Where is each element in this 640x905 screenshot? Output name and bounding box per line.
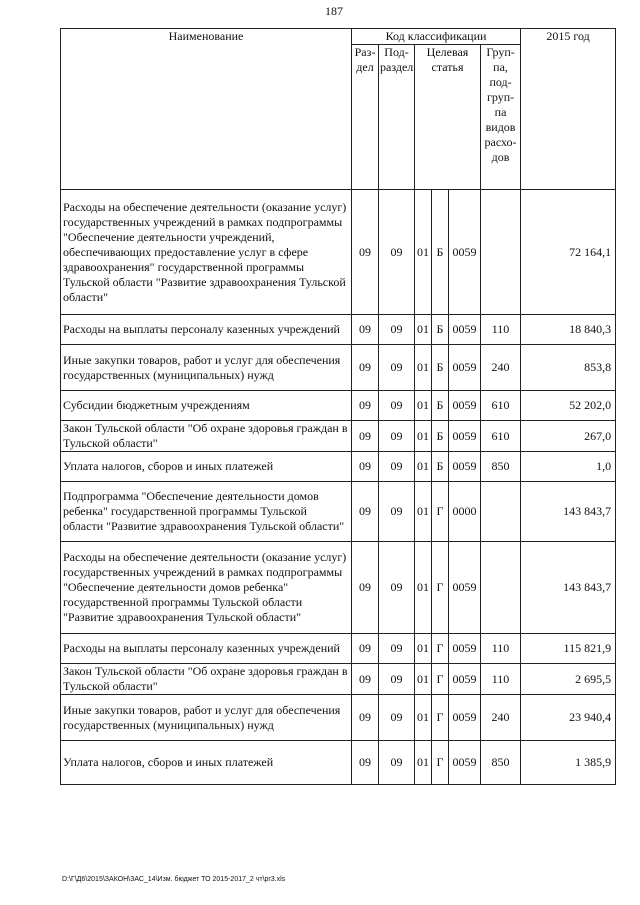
row-target-program: 01 [415, 452, 432, 482]
row-amount: 1,0 [521, 452, 616, 482]
row-razdel: 09 [352, 421, 379, 452]
header-year: 2015 год [521, 29, 616, 190]
row-name: Иные закупки товаров, работ и услуг для обеспечения государственных (муниципальных) нужд [61, 345, 352, 391]
row-razdel: 09 [352, 452, 379, 482]
row-expense-group: 240 [481, 695, 521, 741]
row-name: Расходы на выплаты персоналу казенных учреждений [61, 315, 352, 345]
table-row [61, 542, 616, 634]
row-name: Закон Тульской области "Об охране здоровья граждан в Тульской области" [61, 664, 352, 695]
row-amount: 52 202,0 [521, 391, 616, 421]
row-target-direction: 0059 [449, 190, 481, 315]
row-target-subprogram: Г [432, 634, 449, 664]
table-row [61, 664, 616, 695]
row-target-program: 01 [415, 421, 432, 452]
row-amount: 143 843,7 [521, 542, 616, 634]
row-podrazdel: 09 [379, 345, 415, 391]
file-path-footer: D:\Г\Д6\2015\ЗАКОН\ЗАС_14\Изм. бюджет ТО 2015-2017_2 чт\pr3.xls [62, 876, 286, 883]
row-podrazdel: 09 [379, 391, 415, 421]
header-code-group: Код классификации [352, 29, 521, 45]
row-amount: 72 164,1 [521, 190, 616, 315]
row-name: Расходы на выплаты персоналу казенных учреждений [61, 634, 352, 664]
row-podrazdel: 09 [379, 634, 415, 664]
header-name: Наименование [61, 29, 352, 190]
table-body [61, 190, 616, 785]
row-expense-group: 110 [481, 664, 521, 695]
row-target-program: 01 [415, 741, 432, 785]
row-target-direction: 0059 [449, 315, 481, 345]
header-group: Груп-па, под-груп-па видов расхо-дов [481, 45, 521, 190]
row-name: Расходы на обеспечение деятельности (оказание услуг) государственных учреждений в рамках подпрограммы "Обеспечение деятельности учреждений, обеспечивающих предоставление услуг в сфере здравоохранения" государственной программы Тульской области "Развитие здравоохранения Тульской области" [61, 190, 352, 315]
row-target-direction: 0059 [449, 695, 481, 741]
row-target-program: 01 [415, 634, 432, 664]
row-target-subprogram: Г [432, 695, 449, 741]
row-target-program: 01 [415, 695, 432, 741]
row-expense-group [481, 482, 521, 542]
row-target-program: 01 [415, 315, 432, 345]
row-target-direction: 0059 [449, 741, 481, 785]
row-target-program: 01 [415, 482, 432, 542]
row-razdel: 09 [352, 695, 379, 741]
row-target-direction: 0059 [449, 391, 481, 421]
row-amount: 1 385,9 [521, 741, 616, 785]
row-podrazdel: 09 [379, 542, 415, 634]
table-row [61, 741, 616, 785]
row-target-subprogram: Б [432, 421, 449, 452]
row-name: Подпрограмма "Обеспечение деятельности домов ребенка" государственной программы Тульской области "Развитие здравоохранения Тульской области" [61, 482, 352, 542]
row-amount: 2 695,5 [521, 664, 616, 695]
row-razdel: 09 [352, 741, 379, 785]
row-amount: 853,8 [521, 345, 616, 391]
row-razdel: 09 [352, 542, 379, 634]
row-name: Расходы на обеспечение деятельности (оказание услуг) государственных учреждений в рамках подпрограммы "Обеспечение деятельности домов ребенка" государственной программы Тульской области "Развитие здравоохранения Тульской области" [61, 542, 352, 634]
page-number: 187 [325, 4, 343, 18]
row-podrazdel: 09 [379, 421, 415, 452]
row-expense-group: 240 [481, 345, 521, 391]
table-row [61, 315, 616, 345]
row-amount: 115 821,9 [521, 634, 616, 664]
table-row [61, 695, 616, 741]
row-expense-group [481, 542, 521, 634]
row-razdel: 09 [352, 190, 379, 315]
row-target-subprogram: Б [432, 190, 449, 315]
row-name: Уплата налогов, сборов и иных платежей [61, 452, 352, 482]
row-name: Иные закупки товаров, работ и услуг для обеспечения государственных (муниципальных) нужд [61, 695, 352, 741]
table-row [61, 345, 616, 391]
row-razdel: 09 [352, 482, 379, 542]
row-amount: 18 840,3 [521, 315, 616, 345]
row-expense-group: 110 [481, 634, 521, 664]
row-target-program: 01 [415, 542, 432, 634]
row-target-subprogram: Г [432, 741, 449, 785]
budget-table [60, 28, 616, 785]
row-target-direction: 0059 [449, 452, 481, 482]
row-target-program: 01 [415, 190, 432, 315]
row-podrazdel: 09 [379, 315, 415, 345]
header-target: Целевая статья [415, 45, 481, 190]
table-row [61, 421, 616, 452]
row-target-direction: 0059 [449, 664, 481, 695]
row-expense-group: 610 [481, 391, 521, 421]
row-target-program: 01 [415, 664, 432, 695]
row-target-subprogram: Г [432, 482, 449, 542]
row-name: Субсидии бюджетным учреждениям [61, 391, 352, 421]
row-target-subprogram: Б [432, 391, 449, 421]
row-podrazdel: 09 [379, 452, 415, 482]
header-podrazdel: Под-раздел [379, 45, 415, 190]
row-podrazdel: 09 [379, 664, 415, 695]
row-podrazdel: 09 [379, 190, 415, 315]
table-row [61, 482, 616, 542]
row-expense-group: 110 [481, 315, 521, 345]
row-name: Уплата налогов, сборов и иных платежей [61, 741, 352, 785]
table-row [61, 190, 616, 315]
row-target-direction: 0059 [449, 421, 481, 452]
row-razdel: 09 [352, 315, 379, 345]
row-amount: 267,0 [521, 421, 616, 452]
row-podrazdel: 09 [379, 482, 415, 542]
row-podrazdel: 09 [379, 695, 415, 741]
row-target-subprogram: Б [432, 452, 449, 482]
row-amount: 143 843,7 [521, 482, 616, 542]
row-expense-group: 850 [481, 452, 521, 482]
row-target-program: 01 [415, 391, 432, 421]
row-amount: 23 940,4 [521, 695, 616, 741]
table-header [61, 29, 616, 190]
row-target-subprogram: Б [432, 315, 449, 345]
row-razdel: 09 [352, 664, 379, 695]
table-row [61, 634, 616, 664]
row-target-subprogram: Г [432, 542, 449, 634]
row-target-direction: 0000 [449, 482, 481, 542]
row-name: Закон Тульской области "Об охране здоровья граждан в Тульской области" [61, 421, 352, 452]
row-razdel: 09 [352, 391, 379, 421]
row-target-subprogram: Б [432, 345, 449, 391]
row-target-program: 01 [415, 345, 432, 391]
row-expense-group: 610 [481, 421, 521, 452]
row-target-subprogram: Г [432, 664, 449, 695]
table-row [61, 391, 616, 421]
row-target-direction: 0059 [449, 345, 481, 391]
table-row [61, 452, 616, 482]
row-expense-group: 850 [481, 741, 521, 785]
header-razdel: Раз-дел [352, 45, 379, 190]
row-target-direction: 0059 [449, 634, 481, 664]
row-expense-group [481, 190, 521, 315]
row-razdel: 09 [352, 634, 379, 664]
row-razdel: 09 [352, 345, 379, 391]
row-target-direction: 0059 [449, 542, 481, 634]
row-podrazdel: 09 [379, 741, 415, 785]
